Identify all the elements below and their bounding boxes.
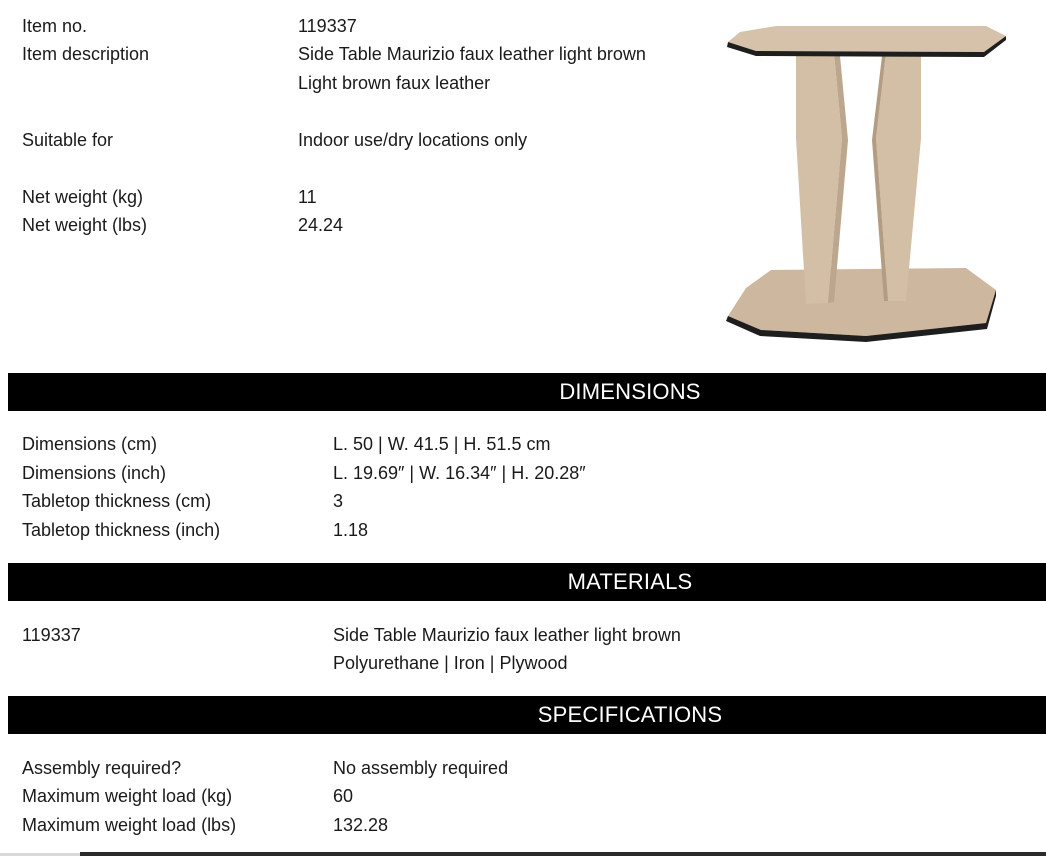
dimensions-title: DIMENSIONS [559, 379, 701, 404]
net-weight-kg-value: 11 [298, 187, 317, 207]
specifications-title: SPECIFICATIONS [537, 702, 723, 727]
max-weight-kg-label: Maximum weight load (kg) [22, 786, 233, 806]
materials-header [8, 563, 1046, 601]
tabletop [728, 26, 1006, 52]
materials-item-no: 119337 [22, 625, 81, 645]
materials-title: MATERIALS [567, 569, 693, 594]
dimensions-cm-value: L. 50 | W. 41.5 | H. 51.5 cm [333, 434, 551, 454]
net-weight-kg-label: Net weight (kg) [22, 187, 144, 207]
bottom-divider [80, 852, 1046, 856]
assembly-required-value: No assembly required [333, 758, 509, 778]
dimensions-cm-label: Dimensions (cm) [22, 434, 158, 454]
net-weight-lbs-value: 24.24 [298, 215, 344, 235]
tabletop-thickness-cm-value: 3 [333, 491, 344, 511]
dimensions-inch-label: Dimensions (inch) [22, 463, 167, 483]
tabletop-thickness-cm-label: Tabletop thickness (cm) [22, 491, 212, 511]
dimensions-header [8, 373, 1046, 411]
max-weight-kg-value: 60 [333, 786, 354, 806]
item-description-line1: Side Table Maurizio faux leather light brown [298, 44, 646, 64]
product-image [716, 18, 1016, 348]
max-weight-lbs-value: 132.28 [333, 815, 389, 835]
max-weight-lbs-label: Maximum weight load (lbs) [22, 815, 237, 835]
item-no-value: 119337 [298, 16, 357, 36]
net-weight-lbs-label: Net weight (lbs) [22, 215, 148, 235]
materials-line2: Polyurethane | Iron | Plywood [333, 653, 568, 673]
assembly-required-label: Assembly required? [22, 758, 182, 778]
suitable-for-label: Suitable for [22, 130, 114, 150]
suitable-for-value: Indoor use/dry locations only [298, 130, 528, 150]
item-no-label: Item no. [22, 16, 88, 36]
specifications-header [8, 696, 1046, 734]
item-description-label: Item description [22, 44, 150, 64]
item-description-line2: Light brown faux leather [298, 73, 491, 93]
tabletop-thickness-inch-value: 1.18 [333, 520, 369, 540]
tabletop-thickness-inch-label: Tabletop thickness (inch) [22, 520, 221, 540]
table-base [728, 268, 996, 336]
dimensions-inch-value: L. 19.69″ | W. 16.34″ | H. 20.28″ [333, 463, 586, 483]
materials-line1: Side Table Maurizio faux leather light brown [333, 625, 681, 645]
